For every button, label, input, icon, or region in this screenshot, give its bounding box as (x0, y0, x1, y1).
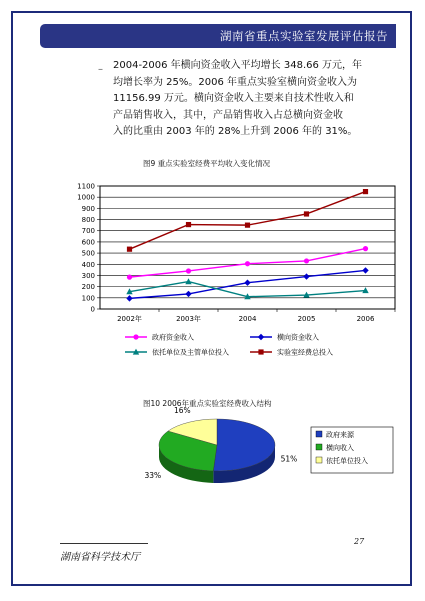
paragraph-line: 入的比重由 2003 年的 28%上升到 2006 年的 31%。 (113, 126, 358, 138)
paragraph-line: 11156.99 万元。横向资金收入主要来自技术性收入和 (113, 93, 354, 105)
data-point (245, 261, 250, 266)
x-tick-label: 2004 (238, 315, 257, 323)
y-tick-label: 400 (81, 260, 95, 269)
data-point (363, 246, 368, 251)
data-point (245, 223, 250, 228)
line-chart (40, 172, 410, 372)
y-tick-label: 200 (81, 283, 95, 292)
legend-swatch (316, 431, 322, 437)
data-point (127, 247, 132, 252)
legend-marker (258, 349, 263, 354)
line-chart-title: 图9 重点实验室经费平均收入变化情况 (143, 159, 271, 168)
y-tick-label: 1000 (77, 193, 95, 202)
report-title: 湖南省重点实验室发展评估报告 (220, 29, 388, 43)
legend-swatch (316, 444, 322, 450)
legend-label: 政府来源 (326, 431, 354, 439)
y-tick-label: 100 (81, 294, 95, 303)
report-header-bar (40, 24, 396, 48)
data-point (127, 275, 132, 280)
x-tick-label: 2003年 (176, 315, 201, 323)
footer-rule (60, 543, 148, 544)
legend-label: 实验室经费总投入 (277, 348, 333, 357)
pie-data-label: 33% (144, 471, 162, 481)
paragraph-line: 2004-2006 年横向资金收入平均增长 348.66 万元，年 (113, 60, 363, 71)
pie-data-label: 51% (280, 454, 298, 464)
data-point (304, 211, 309, 216)
page-number: 27 (354, 537, 365, 546)
x-tick-label: 2005 (297, 315, 316, 323)
y-tick-label: 600 (81, 238, 95, 247)
pie-data-label: 16% (173, 405, 191, 415)
y-tick-label: 0 (90, 305, 95, 314)
y-tick-label: 1100 (77, 182, 95, 191)
y-tick-label: 900 (81, 204, 95, 213)
bullet-marker: – (98, 64, 103, 75)
legend-entry (250, 333, 319, 342)
data-point (304, 258, 309, 263)
y-tick-label: 500 (81, 249, 95, 258)
y-tick-label: 700 (81, 227, 95, 236)
x-tick-label: 2002年 (117, 315, 142, 323)
legend-entry (125, 348, 229, 357)
legend-label: 依托单位投入 (326, 457, 368, 465)
y-tick-label: 800 (81, 216, 95, 225)
paragraph-line: 产品销售收入，其中，产品销售收入占总横向资金收 (113, 109, 343, 121)
data-point (186, 222, 191, 227)
footer-organization: 湖南省科学技术厅 (60, 552, 140, 563)
legend-label: 横向资金收入 (277, 333, 319, 342)
legend-entry (250, 348, 333, 357)
legend-entry (125, 333, 194, 342)
x-tick-label: 2006 (356, 315, 375, 323)
y-tick-label: 300 (81, 271, 95, 280)
data-point (363, 189, 368, 194)
legend-label: 政府资金收入 (152, 333, 194, 342)
data-point (186, 268, 191, 273)
body-paragraph (113, 58, 403, 141)
plot-area (100, 186, 395, 309)
pie-chart-title: 图10 2006年重点实验室经费收入结构 (143, 399, 272, 408)
legend-label: 横向收入 (326, 444, 354, 452)
pie-chart (135, 405, 405, 505)
legend-label: 依托单位及主管单位投入 (152, 348, 229, 357)
paragraph-line: 均增长率为 25%。2006 年重点实验室横向资金收入为 (113, 76, 358, 88)
legend-marker (133, 334, 138, 339)
legend-marker (258, 334, 264, 340)
legend-swatch (316, 457, 322, 463)
